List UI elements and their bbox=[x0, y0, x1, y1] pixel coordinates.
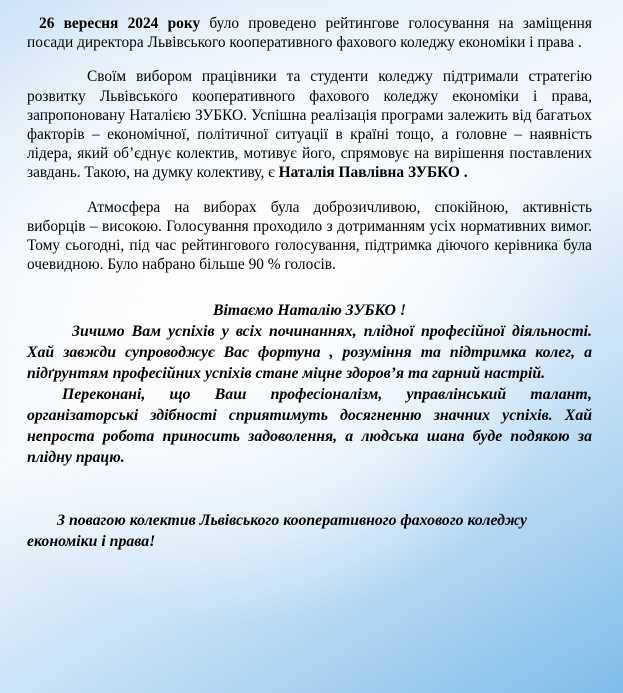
atmosphere-text: Атмосфера на виборах була доброзичливою, спокійною, активність виборців – високою. Голосування проходило з дотриманням усіх нормативних вимог. Тому сьогодні, під час рейтингового голосування, підтримка діючого керівника була очевидною. Було набрано більше 90 % голосів. bbox=[27, 198, 592, 274]
congratulations-block bbox=[27, 300, 592, 468]
signature: З повагою колектив Львівського кооперативного фахового коледжу економіки і права! bbox=[27, 512, 528, 551]
vote-date: 26 вересня 2024 року bbox=[39, 15, 201, 32]
strategy-paragraph bbox=[27, 67, 592, 182]
wish-paragraph-2: Переконані, що Ваш професіоналізм, управлінський талант, організаторські здібності сприятимуть досягненню значних успіхів. Хай непроста робота приносить задоволення, а людська шана буде подякою за плідну працю. bbox=[27, 386, 592, 467]
intro-paragraph bbox=[27, 14, 592, 52]
document-body bbox=[27, 14, 592, 552]
atmosphere-paragraph bbox=[27, 198, 592, 275]
intro-text: було проведено рейтингове голосування на заміщення посади директора Львівського кооперативного фахового коледжу економіки і права . bbox=[27, 15, 592, 52]
strategy-text: Своїм вибором працівники та студенти коледжу підтримали стратегію розвитку Львівського кооперативного фахового коледжу економіки і права, запропоновану Наталією ЗУБКО. Успішна реалізація програми залежить від багатьох факторів – економічної, політичної ситуації в країні тощо, а головне – наявність лідера, який об’єднує колектив, мотивує його, спрямовує на вирішення поставлених завдань. Такою, на думку колективу, є bbox=[27, 68, 592, 182]
director-name: Наталія Павлівна ЗУБКО . bbox=[278, 164, 468, 182]
congratulations-title: Вітаємо Наталію ЗУБКО ! bbox=[212, 302, 407, 320]
wish-paragraph-1: Зичимо Вам успіхів у всіх починаннях, плідної професійної діяльності. Хай завжди супроводжує Вас фортуна , розуміння та підтримка колег, а підґрунтям професійних успіхів стане міцне здоров’я та гарний настрій. bbox=[27, 323, 592, 383]
